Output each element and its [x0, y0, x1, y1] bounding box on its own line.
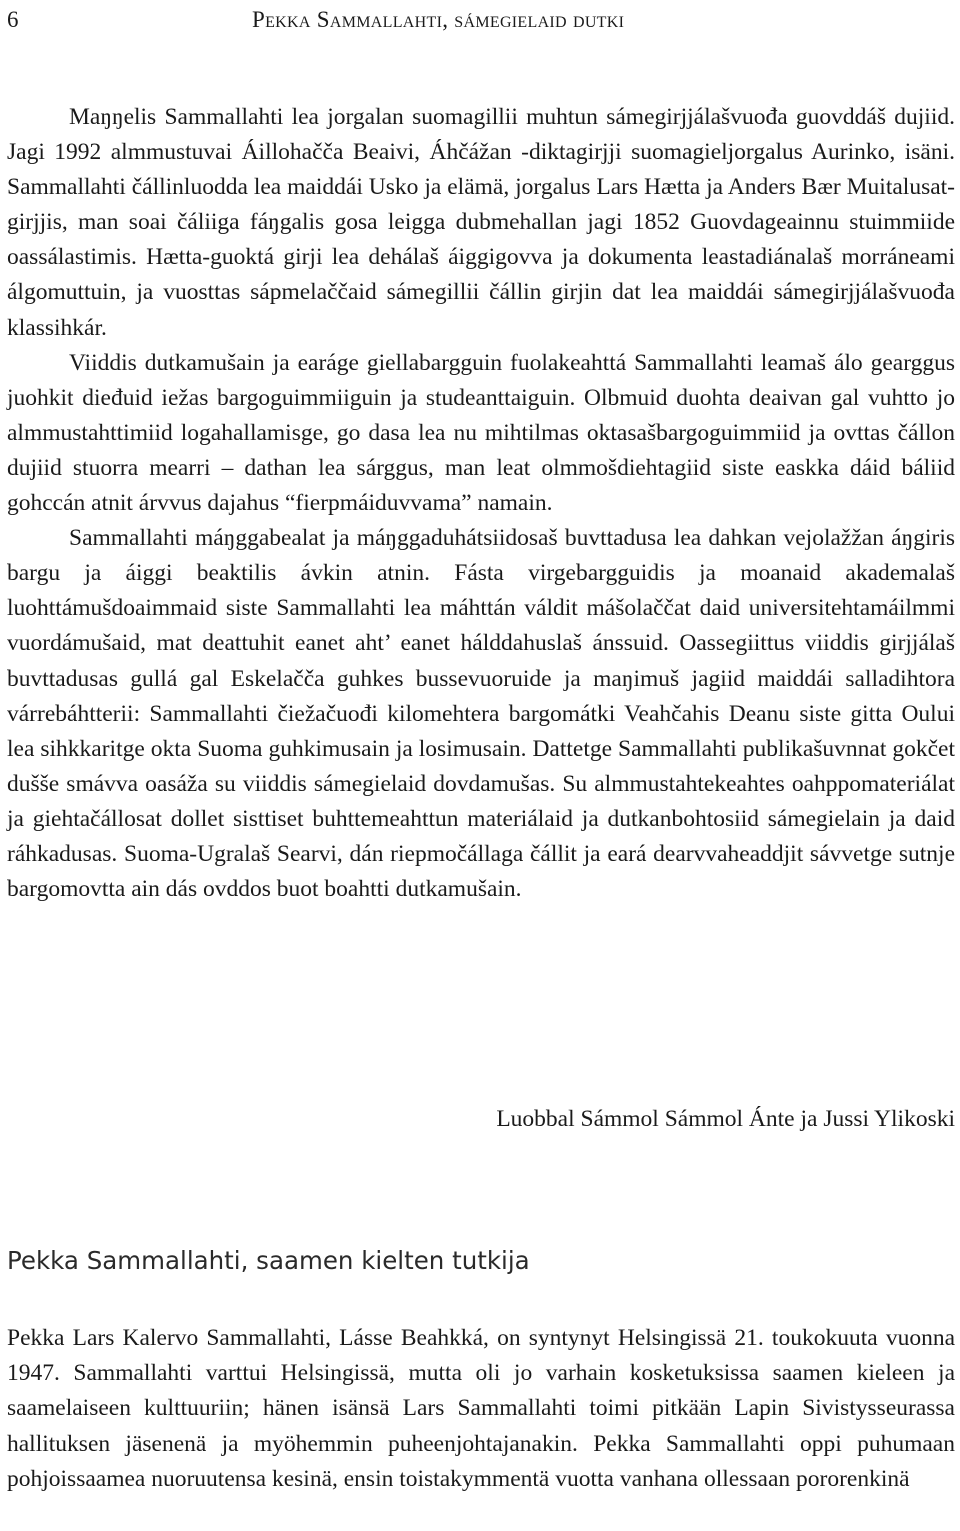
author-signature: Luobbal Sámmol Sámmol Ánte ja Jussi Ylikoski	[496, 1106, 955, 1132]
running-title: Pekka Sammallahti, sámegielaid dutki	[252, 7, 625, 32]
saami-body-text	[7, 100, 955, 907]
finnish-body-text	[7, 1321, 955, 1497]
page-number: 6	[7, 7, 19, 32]
paragraph-collaboration: Viiddis dutkamušain ja earáge giellabargguin fuolakeahttá Sammallahti leamaš álo gearggus juohkit dieđuid iežas bargoguimmiiguin ja studeanttaiguin. Olbmuid duohta deaivan gal vuhtto jo almmustahttimiid logahallamisge, go dasa lea nu mihtilmas oktasašbargoguimmiid ja ovttas čállon dujiid stuorra mearri – dathan lea sárggus, man leat olmmošdiehtagiid siste easkka dáid báliid gohccán atnit árvvus dajahus “fierpmáiduvvama” namain.	[7, 349, 955, 517]
finnish-section-heading: Pekka Sammallahti, saamen kielten tutkija	[7, 1246, 530, 1275]
document-page	[7, 0, 955, 1492]
running-header	[7, 0, 955, 46]
paragraph-productivity: Sammallahti máŋggabealat ja máŋggaduhátsiidosaš buvttadusa lea dahkan vejolažžan áŋgiris bargu ja áiggi beaktilis ávkin atnin. Fásta virgebargguidis ja moanaid akademalaš luohttámušdoaimmaid siste Sammallahti lea máhttán váldit mášolaččat daid universitehtamáilmmi vuordámušaid, mat deattuhit eanet aht’ eanet hálddahuslaš ánssuid. Oassegiittus viiddis girjjálaš buvttadusas gullá gal Eskelačča guhkes bussevuoruide ja maŋimuš jagiid maiddái salladihtora várrebáhtterii: Sammallahti čiežačuođi kilomehtera bargomátki Veahčahis Deanu siste gitta Oului lea sihkkaritge okta Suoma guhkimusain ja losimusain. Dattetge Sammallahti publikašuvnnat gokčet dušše smávva oasáža su viiddis sámegielaid dovdamušas. Su almmustahtekeahtes oahppomateriálat ja giehtačállosat dollet sisttiset buhttemeahttun materiálaid ja dutkanbohtosiid sámegielain ja daid ráhkadusas. Suoma-Ugralaš Searvi, dán riepmočállaga čállit ja eará dearvvaheaddjit sávvetge sutnje bargomovtta ain dás ovddos buot boahtti dutkamušain.	[7, 525, 955, 903]
paragraph-biography: Pekka Lars Kalervo Sammallahti, Lásse Beahkká, on syntynyt Helsingissä 21. toukokuuta vuonna 1947. Sammallahti varttui Helsingissä, mutta oli jo varhain kosketuksissa saamen kieleen ja saamelaiseen kulttuuriin; hänen isänsä Lars Sammallahti toimi pitkään Lapin Sivistysseurassa hallituksen jäsenenä ja myöhemmin puheenjohtajanakin. Pekka Sammallahti oppi puhumaan pohjoissaamea nuoruutensa kesinä, ensin toistakymmentä vuotta vanhana ollessaan pororenkinä	[7, 1325, 955, 1492]
paragraph-translations: Maŋŋelis Sammallahti lea jorgalan suomagillii muhtun sámegirjjálašvuođa guovddáš dujiid. Jagi 1992 almmustuvai Áillohačča Beaivi, Áhčážan -diktagirjji suomagieljorgalus Aurinko, isäni. Sammallahti čállinluodda lea maiddái Usko ja elämä, jorgalus Lars Hætta ja Anders Bær Muitalusat-girjjis, man soai čáliiga fáŋgalis gosa leigga dubmehallan jagi 1852 Guovdageainnu stuimmiide oassálastimis. Hætta-guoktá girji lea dehálaš áiggigovva ja dokumenta leastadiánalaš morráneami álgomuttuin, ja vuosttas sápmelaččaid sámegillii čállin girjin dat lea maiddái sámegirjjálašvuođa klassihkár.	[7, 104, 955, 341]
